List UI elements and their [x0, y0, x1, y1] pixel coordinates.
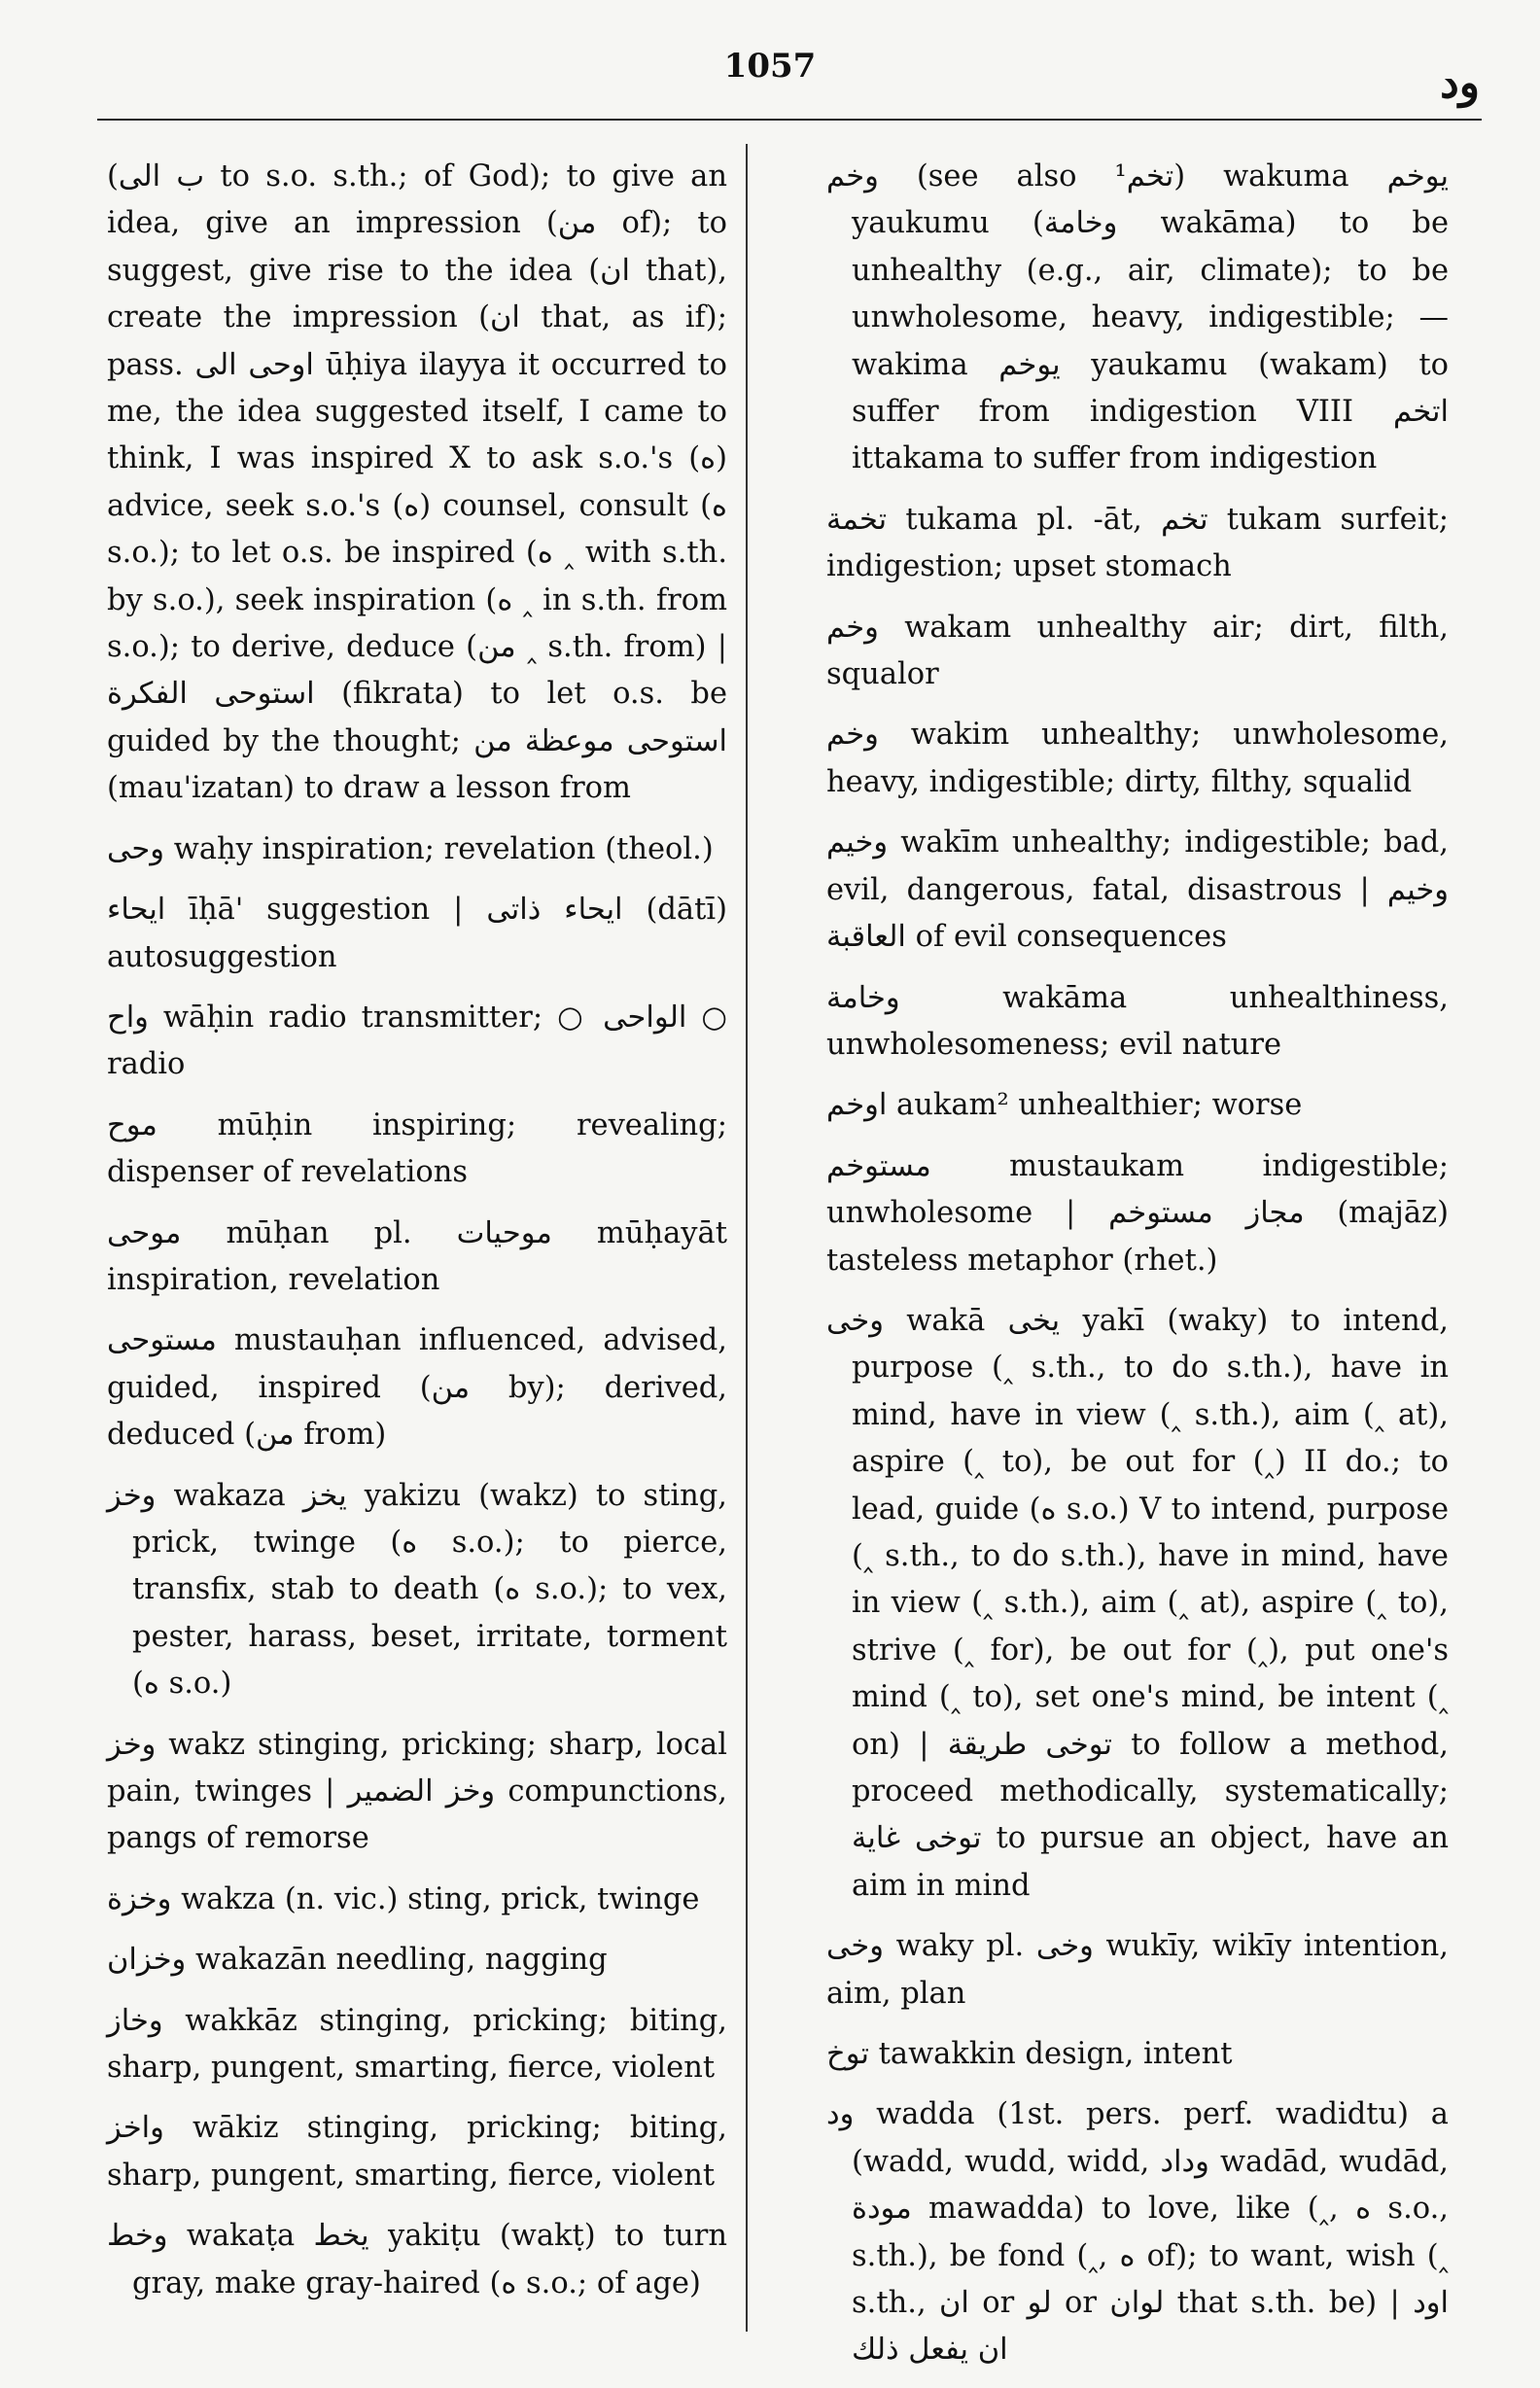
entry: واح wāḥin radio transmitter; ○ الواحى ○ radio	[107, 1000, 727, 1082]
entry: مستوحى mustauḥan influenced, advised, guided, inspired (من by); derived, deduced (من from)	[107, 1323, 727, 1453]
entry: موحى mūḥan pl. موحيات mūḥayāt inspiration, revelation	[107, 1215, 727, 1297]
right-column	[826, 154, 1449, 2388]
entry-continuation: (ب الى to s.o. s.th.; of God); to give an idea, give an impression (من of); to suggest, give rise to the idea (ان that), create the impression (ان that, as if); pass. اوحى الى ūḥiya ilayya it occurred to me, the idea suggested itself, I came to think, I was inspired X to ask s.o.'s (ه) advice, seek s.o.'s (ه) counsel, consult (ه s.o.); to let o.s. be inspired (ه ‸ with s.th. by s.o.), seek inspiration (ه ‸ in s.th. from s.o.); to derive, deduce (من ‸ s.th. from) | استوحى الفكرة (fikrata) to let o.s. be guided by the thought; استوحى موعظة من (mau'izatan) to draw a lesson from	[107, 159, 728, 806]
entry: وحى waḥy inspiration; revelation (theol.)	[107, 831, 714, 866]
entry: وخى waky pl. وخى wukīy, wikīy intention, aim, plan	[826, 1929, 1449, 2011]
left-column	[107, 154, 727, 2321]
entry: مستوخم mustaukam indigestible; unwholesome | مجاز مستوخم (majāz) tasteless metaphor (rhet.)	[826, 1148, 1450, 1278]
entry: موح mūḥin inspiring; revealing; dispenser of revelations	[107, 1107, 727, 1190]
entry: واخز wākiz stinging, pricking; biting, sharp, pungent, smarting, fierce, violent	[107, 2111, 727, 2193]
entry: وخزة wakza (n. vic.) sting, prick, twinge	[107, 1881, 700, 1916]
entry: وخامة wakāma unhealthiness, unwholesomeness; evil nature	[826, 980, 1449, 1062]
root-entry: وخم (see also ¹تخم) wakuma يوخم yaukumu (وخامة wakāma) to be unhealthy (e.g., air, climate); to be unwholesome, heavy, indigestible; — wakima يوخم yaukamu (wakam) to suffer from indigestion VIII اتخم ittakama to suffer from indigestion	[826, 159, 1450, 476]
entry: وخزان wakazān needling, nagging	[107, 1943, 608, 1978]
running-headword: ود	[1440, 58, 1480, 108]
column-divider	[746, 144, 748, 2332]
entry: تخمة tukama pl. -āt, تخم tukam surfeit; indigestion; upset stomach	[826, 502, 1449, 584]
header-rule	[97, 119, 1482, 121]
entry: وخم wakim unhealthy; unwholesome, heavy, indigestible; dirty, filthy, squalid	[826, 718, 1449, 799]
root-entry: وخز wakaza يخز yakizu (wakz) to sting, prick, twinge (ه s.o.); to pierce, transfix, stab to death (ه s.o.); to vex, pester, harass, beset, irritate, torment (ه s.o.)	[107, 1478, 728, 1702]
root-entry: وخى wakā يخى yakī (waky) to intend, purpose (‸ s.th., to do s.th.), have in mind, have in view (‸ s.th.), aim (‸ at), aspire (‸ to), be out for (‸) II do.; to lead, guide (ه s.o.) V to intend, purpose (‸ s.th., to do s.th.), have in mind, have in view (‸ s.th.), aim (‸ at), aspire (‸ to), strive (‸ for), be out for (‸), put one's mind (‸ to), set one's mind, be intent (‸ on) | توخى طريقة to follow a method, proceed methodically, systematically; توخى غاية to pursue an object, have an aim in mind	[826, 1303, 1449, 1903]
entry: توخ tawakkin design, intent	[826, 2037, 1233, 2072]
entry: وخيم wakīm unhealthy; indigestible; bad, evil, dangerous, fatal, disastrous | وخيم العاقبة of evil consequences	[826, 825, 1449, 955]
entry: وخاز wakkāz stinging, pricking; biting, sharp, pungent, smarting, fierce, violent	[107, 2003, 727, 2086]
entry: ايحاء īḥā' suggestion | ايحاء ذاتى (dātī) autosuggestion	[107, 893, 727, 974]
entry: وخز wakz stinging, pricking; sharp, local pain, twinges | وخز الضمير compunctions, pangs of remorse	[107, 1727, 727, 1856]
root-entry: ود wadda (1st. pers. perf. wadidtu) a (wadd, wudd, widd, وداد wadād, wudād, مودة mawadda) to love, like (‸, ه s.o., s.th.), be fond (‸, ه of); to want, wish (‸ s.th., ان or لو or لوان that s.th. be) | اود ان يفعل ذلك	[826, 2097, 1449, 2368]
page-number: 1057	[723, 47, 817, 86]
entry: اوخم aukam² unhealthier; worse	[826, 1088, 1303, 1123]
entry: وخم wakam unhealthy air; dirt, filth, squalor	[826, 610, 1449, 692]
root-entry: وخط wakaṭa يخط yakiṭu (wakṭ) to turn gray, make gray-haired (ه s.o.; of age)	[107, 2219, 727, 2300]
